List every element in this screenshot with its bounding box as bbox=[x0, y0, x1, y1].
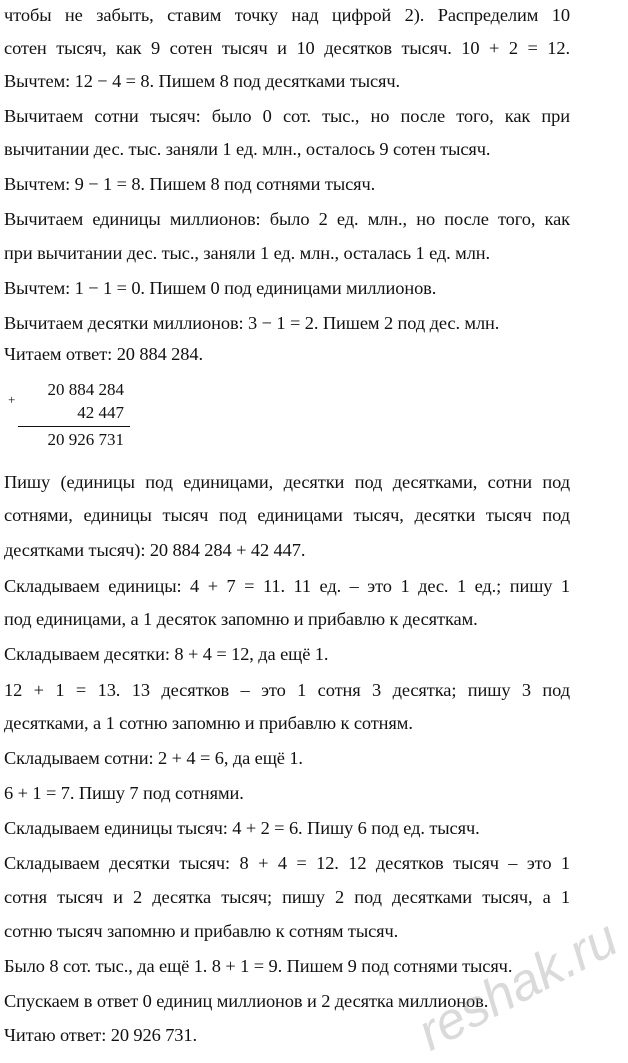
text-line: Складываем единицы тысяч: 4 + 2 = 6. Пишу 6 под ед. тысяч. bbox=[4, 818, 480, 838]
text-line: Читаю ответ: 20 926 731. bbox=[4, 1025, 197, 1045]
text-line: Вычитаем единицы миллионов: было 2 ед. млн., но после того, как bbox=[4, 209, 570, 229]
addend-1: 20 884 284 bbox=[47, 380, 124, 399]
text-line: 12 + 1 = 13. 13 десятков – это 1 сотня 3 десятка; пишу 3 под bbox=[4, 680, 570, 700]
text-line: под единицами, а 1 десяток запомню и прибавлю к десяткам. bbox=[4, 609, 478, 629]
text-line: десятками, а 1 сотню запомню и прибавлю к сотням. bbox=[4, 713, 413, 733]
text-line: Вычтем: 9 − 1 = 8. Пишем 8 под сотнями тысяч. bbox=[4, 174, 376, 194]
sum-rule bbox=[18, 426, 130, 427]
text-line: Было 8 сот. тыс., да ещё 1. 8 + 1 = 9. Пишем 9 под сотнями тысяч. bbox=[4, 956, 513, 976]
text-line: сотен тысяч, как 9 сотен тысяч и 10 десятков тысяч. 10 + 2 = 12. bbox=[4, 38, 570, 58]
text-line: Пишу (единицы под единицами, десятки под десятками, сотни под bbox=[4, 472, 570, 492]
text-line: сотня тысяч и 2 десятка тысяч; пишу 2 под десятками тысяч, а 1 bbox=[4, 887, 570, 907]
sum: 20 926 731 bbox=[47, 430, 124, 449]
text-line: при вычитании дес. тыс., заняли 1 ед. млн., осталась 1 ед. млн. bbox=[4, 243, 491, 263]
text-line: чтобы не забыть, ставим точку над цифрой 2). Распределим 10 bbox=[4, 5, 570, 25]
text-line: Складываем десятки тысяч: 8 + 4 = 12. 12 десятков тысяч – это 1 bbox=[4, 853, 570, 873]
text-line: Складываем десятки: 8 + 4 = 12, да ещё 1. bbox=[4, 644, 329, 664]
text-line: 6 + 1 = 7. Пишу 7 под сотнями. bbox=[4, 783, 244, 803]
text-line: десятками тысяч): 20 884 284 + 42 447. bbox=[4, 540, 306, 560]
plus-sign: + bbox=[8, 392, 16, 407]
text-line: Складываем сотни: 2 + 4 = 6, да ещё 1. bbox=[4, 748, 303, 768]
text-line: вычитании дес. тыс. заняли 1 ед. млн., осталось 9 сотен тысяч. bbox=[4, 139, 491, 159]
text-line: Спускаем в ответ 0 единиц миллионов и 2 десятка миллионов. bbox=[4, 991, 489, 1011]
text-line: Вычтем: 1 − 1 = 0. Пишем 0 под единицами миллионов. bbox=[4, 278, 437, 298]
addend-2: 42 447 bbox=[77, 403, 124, 422]
text-line: Читаем ответ: 20 884 284. bbox=[4, 344, 203, 364]
text-line: Вычитаем сотни тысяч: было 0 сот. тыс., но после того, как при bbox=[4, 106, 570, 126]
text-line: сотню тысяч запомню и прибавлю к сотням тысяч. bbox=[4, 921, 399, 941]
text-line: Складываем единицы: 4 + 7 = 11. 11 ед. – это 1 дес. 1 ед.; пишу 1 bbox=[4, 576, 570, 596]
watermark: reshak.ru bbox=[408, 909, 628, 1063]
text-line: Вычитаем десятки миллионов: 3 − 1 = 2. Пишем 2 под дес. млн. bbox=[4, 313, 500, 333]
text-line: Вычтем: 12 − 4 = 8. Пишем 8 под десятками тысяч. bbox=[4, 71, 401, 91]
text-line: сотнями, единицы тысяч под единицами тысяч, десятки тысяч под bbox=[4, 505, 570, 525]
